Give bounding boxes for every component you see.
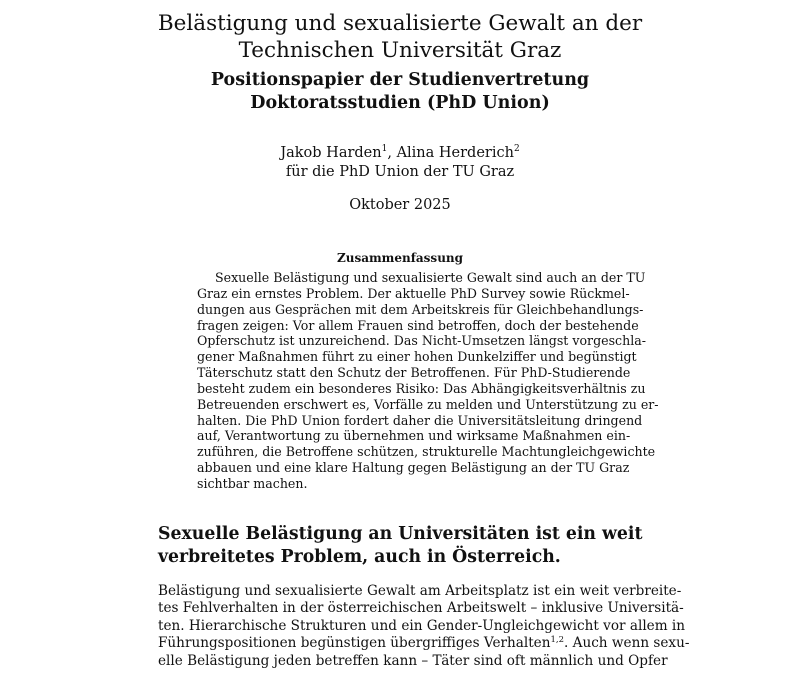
author-affiliation: für die PhD Union der TU Graz: [285, 164, 515, 180]
body-line-1: Belästigung und sexualisierte Gewalt am Arbeitsplatz ist ein weit verbreite-: [158, 583, 682, 599]
title-line-1: Belästigung und sexualisierte Gewalt an der: [157, 11, 643, 36]
body-line-4: [158, 635, 690, 652]
author-separator: ,: [387, 145, 397, 161]
subtitle-line-1: Positionspapier der Studienvertretung: [210, 70, 590, 90]
body-line-5: elle Belästigung jeden betreffen kann – Täter sind oft männlich und Opfer: [158, 652, 668, 669]
abstract-heading: Zusammenfassung: [336, 251, 464, 265]
title-line-2: Technischen Universität Graz: [238, 38, 562, 63]
body-line-4-text-b: . Auch wenn sexu-: [563, 635, 690, 652]
abstract-line: Opferschutz ist unzureichend. Das Nicht-Umsetzen längst vorgeschla-: [197, 333, 646, 349]
document-title: [0, 10, 800, 64]
abstract-line: abbauen und eine klare Haltung gegen Belästigung an der TU Graz: [197, 460, 630, 476]
section-body-text: [158, 583, 690, 670]
abstract-line: fragen zeigen: Vor allem Frauen sind betroffen, doch der bestehende: [197, 317, 639, 333]
author-block: [0, 144, 800, 182]
body-line-4-text-a: Führungspositionen begünstigen übergriffiges Verhalten: [158, 635, 551, 652]
section-heading-line-1: Sexuelle Belästigung an Universitäten ist ein weit: [158, 524, 643, 544]
section-heading-line-2: verbreitetes Problem, auch in Österreich.: [158, 547, 561, 567]
abstract-line: Betreuenden erschwert es, Vorfälle zu melden und Unterstützung zu er-: [197, 396, 659, 412]
body-line-3: ten. Hierarchische Strukturen und ein Gender-Ungleichgewicht vor allem in: [158, 617, 686, 634]
abstract-line: halten. Die PhD Union fordert daher die Universitätsleitung dringend: [197, 412, 643, 428]
abstract-text: [197, 270, 659, 492]
abstract-line: zuführen, die Betroffene schützen, strukturelle Machtungleichgewichte: [197, 444, 656, 460]
citation-reference: 1,2: [550, 635, 564, 646]
abstract-line: Täterschutz statt den Schutz der Betroffenen. Für PhD-Studierende: [197, 365, 631, 381]
author-name-1: Jakob Harden: [280, 145, 382, 161]
abstract-line: dungen aus Gesprächen mit dem Arbeitskreis für Gleichbehandlungs-: [197, 301, 644, 317]
abstract-line: auf, Verantwortung zu übernehmen und wirksame Maßnahmen ein-: [197, 428, 631, 444]
author-2-affiliation-mark: 2: [513, 144, 520, 154]
abstract-line: gener Maßnahmen führt zu einer hohen Dunkelziffer und begünstigt: [197, 349, 637, 365]
author-1-affiliation-mark: 1: [381, 144, 388, 154]
author-name-2: Alina Herderich: [396, 145, 514, 161]
abstract-line: sichtbar machen.: [197, 475, 308, 491]
document-subtitle: [0, 69, 800, 115]
publication-date: Oktober 2025: [349, 197, 451, 213]
abstract-line: Sexuelle Belästigung und sexualisierte Gewalt sind auch an der TU: [215, 270, 646, 285]
subtitle-line-2: Doktoratsstudien (PhD Union): [250, 93, 550, 113]
body-line-2: tes Fehlverhalten in der österreichischen Arbeitswelt – inklusive Universitä-: [158, 600, 684, 617]
abstract-line: Graz ein ernstes Problem. Der aktuelle PhD Survey sowie Rückmel-: [197, 285, 630, 301]
abstract-line: besteht zudem ein besonderes Risiko: Das Abhängigkeitsverhältnis zu: [197, 380, 646, 396]
section-heading: [158, 523, 642, 569]
